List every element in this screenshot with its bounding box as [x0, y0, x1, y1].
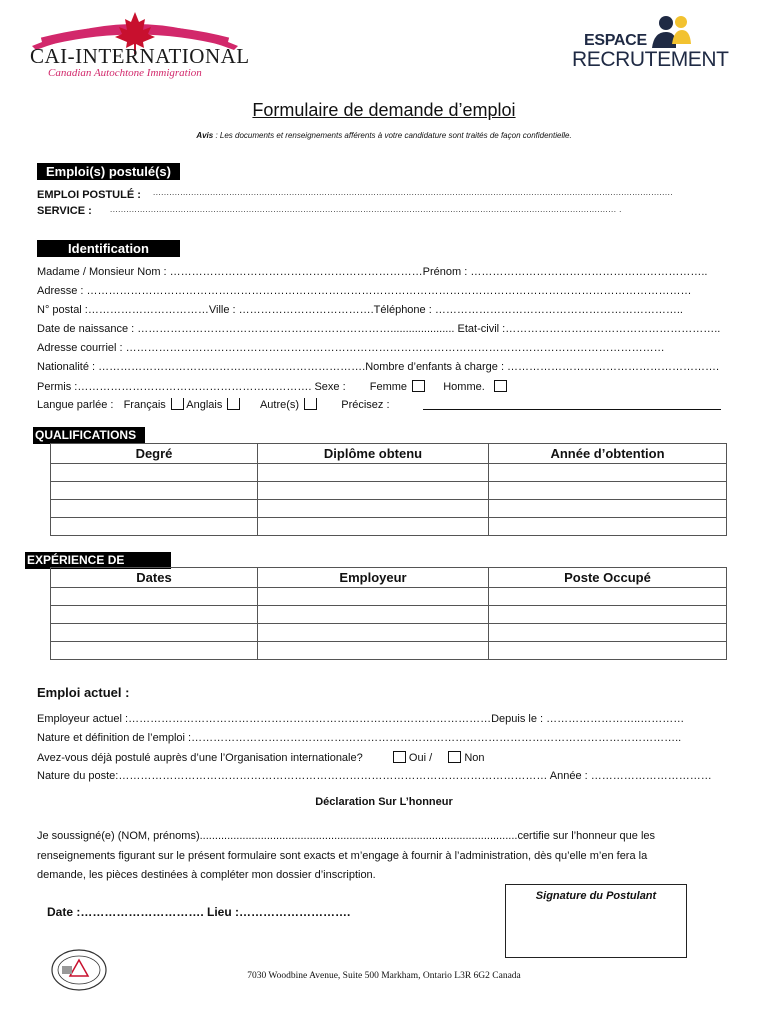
- table-cell[interactable]: [258, 624, 489, 642]
- section-header-experience: EXPÉRIENCE DE TRAVAIL: [25, 552, 171, 569]
- table-cell[interactable]: [489, 518, 727, 536]
- nature-poste-annee-field[interactable]: Nature du poste:……………………………………………………………………………………………………… Année : ……………………………: [37, 770, 712, 782]
- column-header-employeur: Employeur: [258, 568, 489, 588]
- table-cell[interactable]: [51, 518, 258, 536]
- table-row: [51, 464, 727, 482]
- form-title: Formulaire de demande d’emploi: [252, 100, 516, 120]
- precisez-field[interactable]: [423, 409, 721, 410]
- postal-ville-telephone-field[interactable]: N° postal :……………………………Ville : ……………………………….Téléphone : …………………………………………………………..: [37, 304, 683, 316]
- table-cell[interactable]: [51, 588, 258, 606]
- emploi-postule-label: EMPLOI POSTULÉ :: [37, 189, 141, 201]
- table-cell[interactable]: [51, 642, 258, 660]
- table-row: [51, 606, 727, 624]
- table-cell[interactable]: [489, 500, 727, 518]
- section-header-identification: Identification: [37, 240, 180, 257]
- table-cell[interactable]: [258, 500, 489, 518]
- homme-checkbox[interactable]: [494, 380, 507, 392]
- table-header-row: [51, 568, 727, 588]
- table-cell[interactable]: [258, 642, 489, 660]
- nom-prenom-field[interactable]: Madame / Monsieur Nom : ……………………………………………………………Prénom : ………………………………………………………..: [37, 266, 708, 278]
- table-row: [51, 482, 727, 500]
- autres-label: Autre(s): [259, 399, 300, 411]
- cai-subtitle-text: Canadian Autochtone Immigration: [48, 67, 202, 79]
- column-header-poste-occupe: Poste Occupé: [489, 568, 727, 588]
- declaration-line-3: demande, les pièces destinées à compléter mon dossier d’inscription.: [37, 869, 376, 881]
- langue-label: Langue parlée :: [37, 399, 114, 411]
- experience-table: [50, 567, 727, 660]
- adresse-courriel-field[interactable]: Adresse courriel : …………………………………………………………………………………………………………………………………: [37, 342, 665, 354]
- declaration-line-1: Je soussigné(e) (NOM, prénoms)........................................................................................................certifie sur l’honneur que les: [37, 830, 656, 842]
- confidentiality-notice: [0, 131, 768, 140]
- table-cell[interactable]: [489, 606, 727, 624]
- table-cell[interactable]: [258, 482, 489, 500]
- section-header-emploi-postule: Emploi(s) postulé(s): [37, 163, 180, 180]
- table-cell[interactable]: [258, 588, 489, 606]
- signature-label: Signature du Postulant: [535, 890, 657, 902]
- employeur-actuel-field[interactable]: Employeur actuel :………………………………………………………………………………………Depuis le : ……………………..…………: [37, 713, 685, 725]
- table-cell[interactable]: [51, 606, 258, 624]
- service-label: SERVICE :: [37, 205, 92, 217]
- table-row: [51, 642, 727, 660]
- table-header-row: [51, 444, 727, 464]
- table-cell[interactable]: [489, 588, 727, 606]
- homme-label: Homme.: [443, 381, 485, 393]
- column-header-degre: Degré: [51, 444, 258, 464]
- nationalite-enfants-field[interactable]: Nationalité : ……………………………………………………………….Nombre d’enfants à charge : ………………………………………………….: [37, 361, 720, 373]
- table-cell[interactable]: [489, 624, 727, 642]
- table-cell[interactable]: [489, 482, 727, 500]
- table-row: [51, 518, 727, 536]
- table-cell[interactable]: [51, 482, 258, 500]
- avis-label: Avis: [196, 131, 214, 140]
- table-cell[interactable]: [51, 500, 258, 518]
- section-header-qualifications: QUALIFICATIONS: [33, 427, 145, 444]
- anglais-checkbox[interactable]: [227, 398, 240, 410]
- footer-address: 7030 Woodbine Avenue, Suite 500 Markham, Ontario L3R 6G2 Canada: [247, 971, 521, 981]
- column-header-diplome: Diplôme obtenu: [258, 444, 489, 464]
- oui-checkbox[interactable]: [393, 751, 406, 763]
- people-icon: [650, 14, 692, 50]
- table-row: [51, 588, 727, 606]
- accredited-seal-icon: [50, 948, 108, 992]
- postule-question: Avez-vous déjà postulé auprès d’une l’Organisation internationale?: [37, 752, 363, 764]
- declaration-line-2: renseignements figurant sur le présent formulaire sont exacts et m’engage à fournir à l’administration, dès qu’elle m’en fera la: [37, 850, 648, 862]
- table-cell[interactable]: [51, 464, 258, 482]
- permis-sexe-row: [37, 380, 507, 393]
- espace-text: ESPACE: [584, 32, 647, 49]
- femme-label: Femme: [369, 381, 408, 393]
- cai-name-text: CAI-INTERNATIONAL: [30, 44, 250, 68]
- permis-sexe-label: Permis :………………………………………………………. Sexe :: [37, 381, 346, 393]
- francais-checkbox[interactable]: [171, 398, 184, 410]
- precisez-label: Précisez :: [341, 399, 390, 411]
- column-header-dates: Dates: [51, 568, 258, 588]
- service-field[interactable]: .......................................................................................................................................................................................... .: [110, 205, 622, 214]
- anglais-label: Anglais: [186, 399, 223, 411]
- qualifications-table: [50, 443, 727, 536]
- adresse-field[interactable]: Adresse : …………………………………………………………………………………………………………………………………………………: [37, 285, 692, 297]
- naissance-etat-civil-field[interactable]: Date de naissance : ……………………………………………………………..................... Etat-civil :…………………………………………………..: [37, 323, 721, 335]
- table-row: [51, 500, 727, 518]
- langue-row: [37, 398, 390, 411]
- table-cell[interactable]: [51, 624, 258, 642]
- emploi-postule-field[interactable]: ...............................................................................................................................................................................................: [153, 188, 674, 197]
- autres-checkbox[interactable]: [304, 398, 317, 410]
- table-cell[interactable]: [489, 642, 727, 660]
- non-label: Non: [464, 752, 485, 764]
- femme-checkbox[interactable]: [412, 380, 425, 392]
- table-cell[interactable]: [258, 606, 489, 624]
- recrutement-text: RECRUTEMENT: [572, 48, 729, 71]
- table-cell[interactable]: [258, 464, 489, 482]
- non-checkbox[interactable]: [448, 751, 461, 763]
- emploi-actuel-heading: Emploi actuel :: [37, 685, 130, 700]
- postule-question-row: [37, 751, 485, 764]
- francais-label: Français: [123, 399, 166, 411]
- nature-emploi-field[interactable]: Nature et définition de l’emploi :……………………………………………………………………………………………………………………..: [37, 732, 682, 744]
- table-cell[interactable]: [489, 464, 727, 482]
- oui-label: Oui /: [408, 752, 433, 764]
- avis-text: : Les documents et renseignements afférents à votre candidature sont traités de façon confidentielle.: [213, 131, 572, 140]
- declaration-heading: Déclaration Sur L’honneur: [315, 796, 453, 808]
- table-row: [51, 624, 727, 642]
- table-cell[interactable]: [258, 518, 489, 536]
- date-lieu-field[interactable]: Date :…………………………. Lieu :……………………….: [47, 905, 351, 919]
- column-header-annee-obtention: Année d’obtention: [489, 444, 727, 464]
